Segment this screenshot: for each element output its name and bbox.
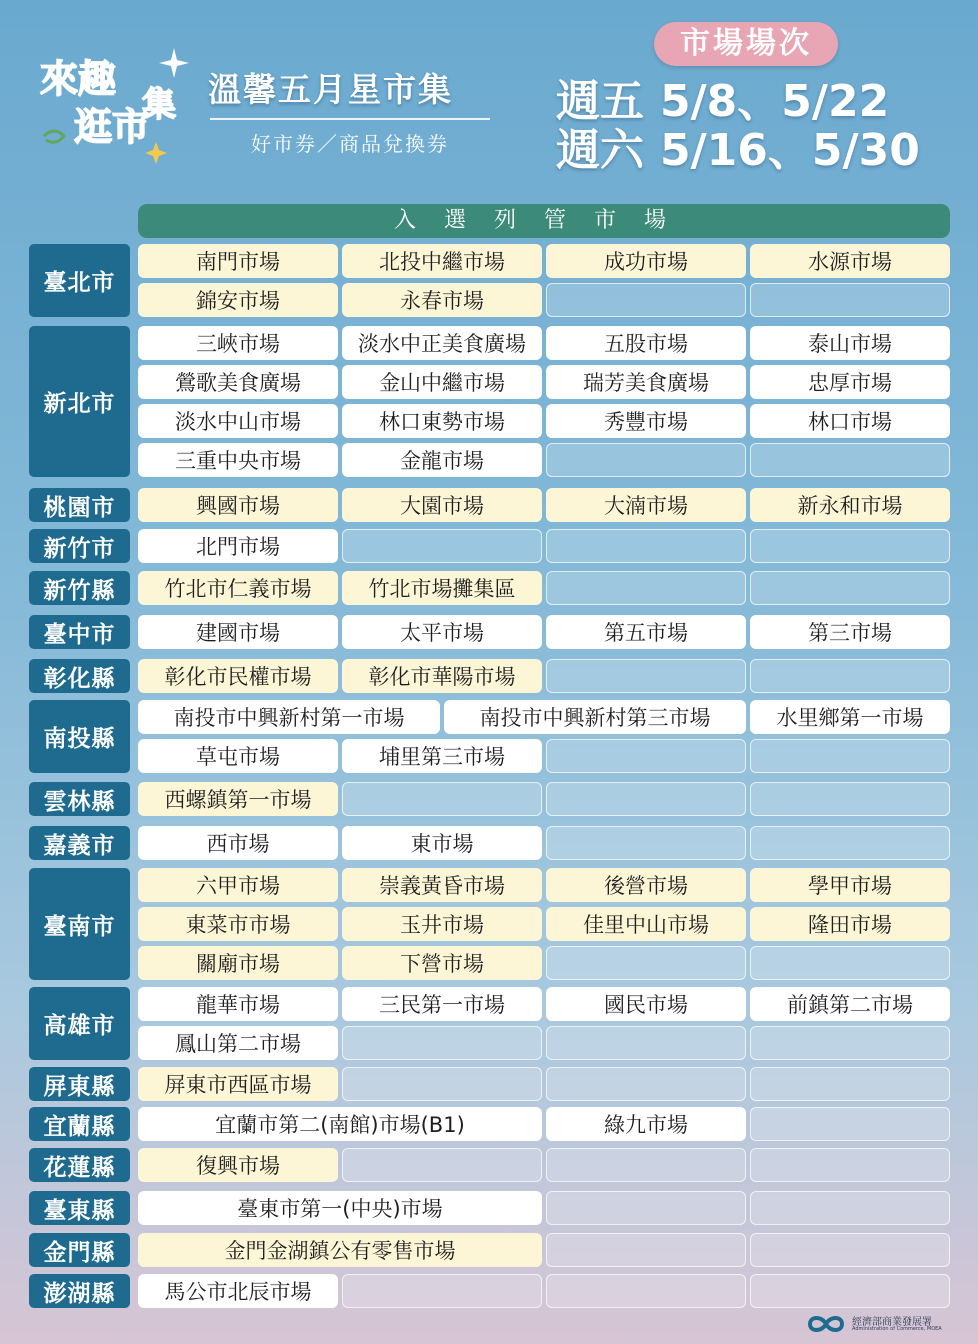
market-cell: 秀豐市場 [546, 404, 746, 438]
market-cell: 大湳市場 [546, 488, 746, 522]
empty-cell [750, 739, 950, 773]
schedule-day: 週五 [556, 76, 644, 127]
market-cell: 建國市場 [138, 615, 338, 649]
schedule-row-friday [556, 78, 956, 126]
empty-cell [546, 1067, 746, 1101]
market-cell: 南門市場 [138, 244, 338, 278]
empty-cell [546, 283, 746, 317]
market-cell: 東菜市市場 [138, 907, 338, 941]
market-cell: 新永和市場 [750, 488, 950, 522]
empty-cell [342, 1026, 542, 1060]
empty-cell [750, 1148, 950, 1182]
market-cell: 後營市場 [546, 868, 746, 902]
schedule-badge: 市場場次 [654, 22, 838, 66]
market-cell: 三峽市場 [138, 326, 338, 360]
region-label: 花蓮縣 [29, 1148, 130, 1182]
schedule-dates: 5/16、5/30 [660, 125, 920, 176]
title-divider [210, 118, 490, 120]
logo-line3: 集 [142, 85, 176, 125]
market-cell: 下營市場 [342, 946, 542, 980]
market-cell: 淡水中正美食廣場 [342, 326, 542, 360]
market-cell: 成功市場 [546, 244, 746, 278]
market-cell: 宜蘭市第二(南館)市場(B1) [138, 1107, 542, 1141]
empty-cell [750, 571, 950, 605]
market-cell: 金山中繼市場 [342, 365, 542, 399]
market-cell: 五股市場 [546, 326, 746, 360]
market-cell: 西市場 [138, 826, 338, 860]
market-cell: 太平市場 [342, 615, 542, 649]
event-logo [34, 40, 194, 170]
empty-cell [750, 1026, 950, 1060]
market-cell: 金門金湖鎮公有零售市場 [138, 1233, 542, 1267]
empty-cell [750, 659, 950, 693]
market-cell: 竹北市仁義市場 [138, 571, 338, 605]
market-cell: 南投市中興新村第三市場 [444, 700, 746, 734]
market-cell: 第三市場 [750, 615, 950, 649]
market-cell: 六甲市場 [138, 868, 338, 902]
market-cell: 北投中繼市場 [342, 244, 542, 278]
market-cell: 東市場 [342, 826, 542, 860]
logo-line2: 逛市 [74, 105, 151, 149]
org-name: 經濟部商業發展署 [852, 1317, 932, 1328]
region-label: 宜蘭縣 [29, 1107, 130, 1141]
sparkle-icon [159, 48, 189, 78]
empty-cell [546, 946, 746, 980]
event-subtitle: 好市券／商品兌換券 [251, 132, 449, 156]
empty-cell [546, 1026, 746, 1060]
empty-cell [546, 1274, 746, 1308]
market-cell: 隆田市場 [750, 907, 950, 941]
empty-cell [546, 826, 746, 860]
market-cell: 錦安市場 [138, 283, 338, 317]
market-cell: 三重中央市場 [138, 443, 338, 477]
org-logo-icon [806, 1312, 846, 1336]
footer-org [806, 1312, 956, 1336]
market-cell: 南投市中興新村第一市場 [138, 700, 440, 734]
empty-cell [342, 1067, 542, 1101]
market-cell: 龍華市場 [138, 987, 338, 1021]
region-label: 桃園市 [29, 488, 130, 522]
empty-cell [750, 1274, 950, 1308]
market-cell: 佳里中山市場 [546, 907, 746, 941]
market-cell: 屏東市西區市場 [138, 1067, 338, 1101]
org-name-en: Administration of Commerce, MOEA [852, 1326, 942, 1332]
empty-cell [546, 1148, 746, 1182]
market-cell: 前鎮第二市場 [750, 987, 950, 1021]
market-cell: 國民市場 [546, 987, 746, 1021]
market-cell: 瑞芳美食廣場 [546, 365, 746, 399]
empty-cell [750, 946, 950, 980]
market-cell: 金龍市場 [342, 443, 542, 477]
market-cell: 林口市場 [750, 404, 950, 438]
market-cell: 埔里第三市場 [342, 739, 542, 773]
region-label: 高雄市 [29, 987, 130, 1060]
region-label: 臺北市 [29, 244, 130, 317]
region-label: 臺南市 [29, 868, 130, 980]
market-cell: 竹北市場攤集區 [342, 571, 542, 605]
empty-cell [750, 826, 950, 860]
market-cell: 草屯市場 [138, 739, 338, 773]
table-header: 入選列管市場 [138, 204, 950, 238]
region-label: 屏東縣 [29, 1067, 130, 1101]
empty-cell [342, 1274, 542, 1308]
market-cell: 關廟市場 [138, 946, 338, 980]
region-label: 澎湖縣 [29, 1274, 130, 1308]
empty-cell [750, 1191, 950, 1225]
empty-cell [546, 739, 746, 773]
region-label: 新北市 [29, 326, 130, 477]
schedule-dates: 5/8、5/22 [660, 76, 890, 127]
region-label: 彰化縣 [29, 659, 130, 693]
event-title: 溫馨五月星市集 [208, 70, 453, 109]
market-cell: 第五市場 [546, 615, 746, 649]
empty-cell [546, 659, 746, 693]
region-label: 新竹縣 [29, 571, 130, 605]
empty-cell [546, 529, 746, 563]
empty-cell [750, 529, 950, 563]
market-cell: 忠厚市場 [750, 365, 950, 399]
region-label: 雲林縣 [29, 782, 130, 816]
empty-cell [546, 1233, 746, 1267]
empty-cell [750, 1107, 950, 1141]
market-cell: 大園市場 [342, 488, 542, 522]
market-cell: 臺東市第一(中央)市場 [138, 1191, 542, 1225]
market-cell: 學甲市場 [750, 868, 950, 902]
market-cell: 鳳山第二市場 [138, 1026, 338, 1060]
schedule-day: 週六 [556, 125, 644, 176]
region-label: 嘉義市 [29, 826, 130, 860]
market-cell: 崇義黃昏市場 [342, 868, 542, 902]
empty-cell [342, 529, 542, 563]
market-cell: 彰化市華陽市場 [342, 659, 542, 693]
market-cell: 三民第一市場 [342, 987, 542, 1021]
market-cell: 興國市場 [138, 488, 338, 522]
empty-cell [546, 782, 746, 816]
market-cell: 彰化市民權市場 [138, 659, 338, 693]
region-label: 新竹市 [29, 529, 130, 563]
empty-cell [750, 443, 950, 477]
market-cell: 林口東勢市場 [342, 404, 542, 438]
empty-cell [750, 782, 950, 816]
market-cell: 泰山市場 [750, 326, 950, 360]
market-cell: 馬公市北辰市場 [138, 1274, 338, 1308]
region-label: 金門縣 [29, 1233, 130, 1267]
market-cell: 鶯歌美食廣場 [138, 365, 338, 399]
region-label: 臺中市 [29, 615, 130, 649]
market-cell: 北門市場 [138, 529, 338, 563]
market-cell: 綠九市場 [546, 1107, 746, 1141]
market-cell: 復興市場 [138, 1148, 338, 1182]
empty-cell [750, 283, 950, 317]
region-label: 臺東縣 [29, 1191, 130, 1225]
empty-cell [750, 1233, 950, 1267]
market-cell: 水里鄉第一市場 [750, 700, 950, 734]
market-cell: 西螺鎮第一市場 [138, 782, 338, 816]
empty-cell [342, 782, 542, 816]
market-cell: 玉井市場 [342, 907, 542, 941]
market-cell: 永春市場 [342, 283, 542, 317]
market-cell: 水源市場 [750, 244, 950, 278]
empty-cell [750, 1067, 950, 1101]
empty-cell [342, 1148, 542, 1182]
region-label: 南投縣 [29, 700, 130, 773]
market-cell: 淡水中山市場 [138, 404, 338, 438]
schedule-row-saturday [556, 127, 956, 175]
empty-cell [546, 1191, 746, 1225]
empty-cell [546, 571, 746, 605]
empty-cell [546, 443, 746, 477]
logo-line1: 來趣 [40, 57, 117, 101]
